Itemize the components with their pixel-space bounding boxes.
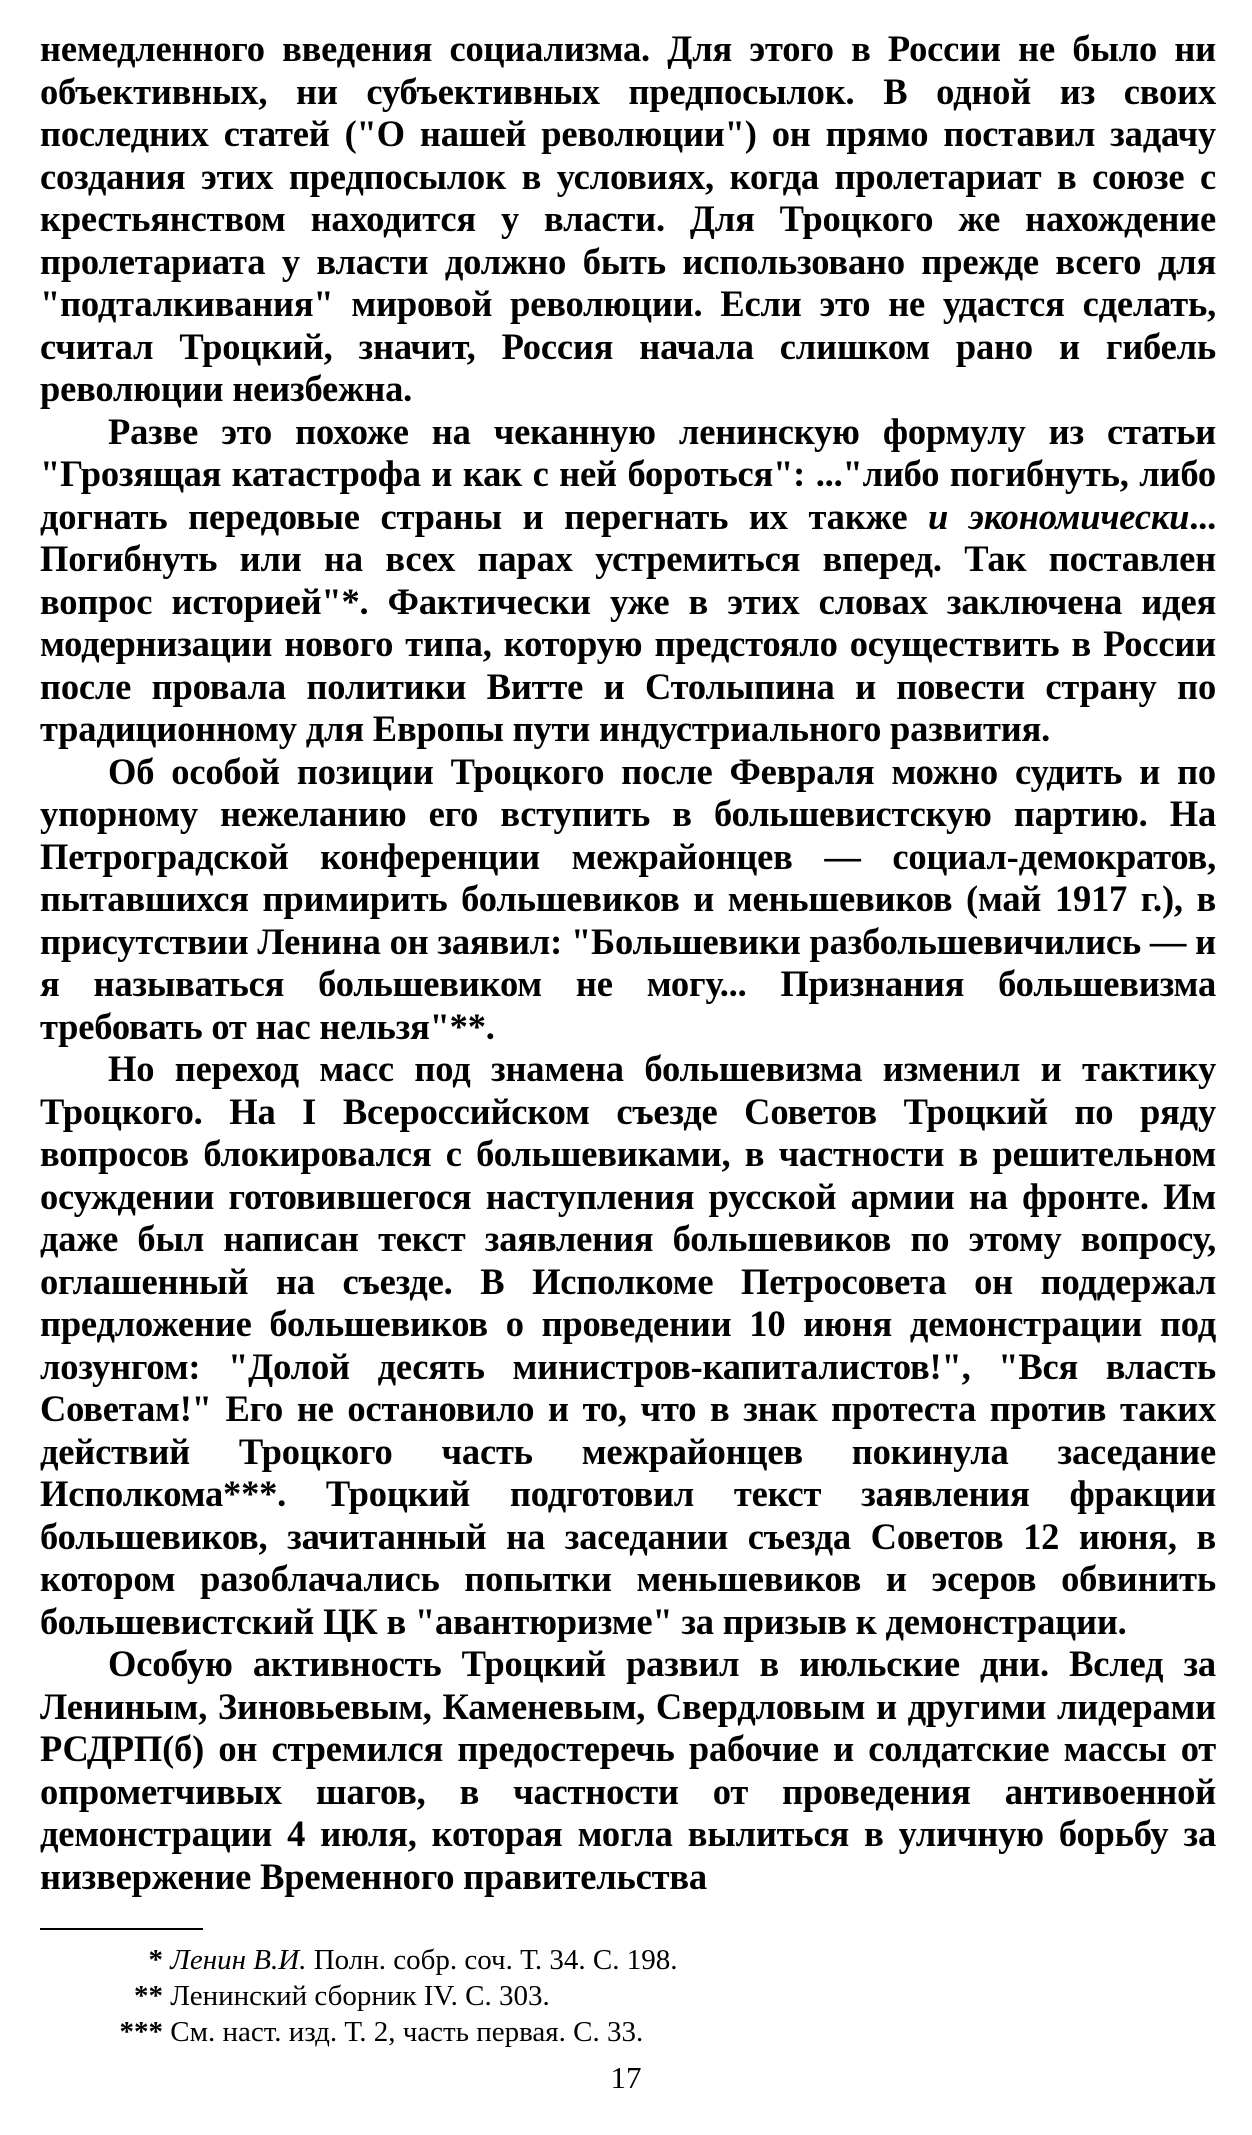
paragraph-4: Но переход масс под знамена большевизма изменил и тактику Троцкого. На I Всероссийском съезде Советов Троцкий по ряду вопросов блокировался с большевиками, в частности в решительном осуждении готовившегося наступления русской армии на фронте. Им даже был написан текст заявления большевиков по этому вопросу, оглашенный на съезде. В Исполкоме Петросовета он поддержал предложение большевиков о проведении 10 июня демонстрации под лозунгом: "Долой десять министров-капиталистов!", "Вся власть Советам!" Его не остановило и то, что в знак протеста против таких действий Троцкого часть межрайонцев покинула заседание Исполкома***. Троцкий подготовил текст заявления фракции большевиков, зачитанный на заседании съезда Советов 12 июня, в котором разоблачались попытки меньшевиков и эсеров обвинить большевистский ЦК в "авантюризме" за призыв к демонстрации. (40, 1048, 1216, 1642)
footnote-3 (100, 2014, 1200, 2050)
paragraph-1: немедленного введения социализма. Для этого в России не было ни объективных, ни субъективных предпосылок. В одной из своих последних статей ("О нашей революции") он прямо поставил задачу создания этих предпосылок в условиях, когда пролетариат в союзе с крестьянством находится у власти. Для Троцкого же нахождение пролетариата у власти должно быть использовано прежде всего для "подталкивания" мировой революции. Если это не удастся сделать, считал Троцкий, значит, Россия начала слишком рано и гибель революции неизбежна. (40, 28, 1216, 409)
paragraph-2-text-b: ... Погибнуть или на всех парах устремиться вперед. Так поставлен вопрос историей"*. Фактически уже в этих словах заключена идея модернизации нового типа, которую предстояло осуществить в России после провала политики Витте и Столыпина и повести страну по традиционному для Европы пути индустриального развития. (40, 495, 1216, 749)
footnote-divider (40, 1928, 203, 1930)
footnote-1-text: Полн. собр. соч. Т. 34. С. 198. (306, 1944, 678, 1976)
page-number: 17 (610, 2060, 642, 2095)
page (40, 28, 1216, 1898)
footnotes (100, 1942, 1200, 2050)
footnote-2 (100, 1978, 1200, 2014)
footnote-1-mark: * (148, 1944, 163, 1976)
paragraph-2-text-a: Разве это похоже на чеканную ленинскую формулу из статьи "Грозящая катастрофа и как с ней бороться": ..."либо погибнуть, либо догнать передовые страны и перегнать их также (40, 410, 1216, 537)
footnote-1-author: Ленин В.И. (170, 1944, 307, 1976)
footnote-1 (100, 1942, 1200, 1978)
footnote-3-text: См. наст. изд. Т. 2, часть первая. С. 33. (170, 2016, 644, 2048)
footnote-2-mark: ** (134, 1980, 163, 2012)
paragraph-3: Об особой позиции Троцкого после Февраля можно судить и по упорному нежеланию его вступить в большевистскую партию. На Петроградской конференции межрайонцев — социал-демократов, пытавшихся примирить большевиков и меньшевиков (май 1917 г.), в присутствии Ленина он заявил: "Большевики разбольшевичились — и я называться большевиком не могу... Признания большевизма требовать от нас нельзя"**. (40, 750, 1216, 1047)
body-text (40, 28, 1216, 1898)
footnote-2-text: Ленинский сборник IV. С. 303. (170, 1980, 550, 2012)
paragraph-5: Особую активность Троцкий развил в июльские дни. Вслед за Лениным, Зиновьевым, Каменевым, Свердловым и другими лидерами РСДРП(б) он стремился предостеречь рабочие и солдатские массы от опрометчивых шагов, в частности от проведения антивоенной демонстрации 4 июля, которая могла вылиться в уличную борьбу за низвержение Временного правительства (40, 1643, 1216, 1897)
paragraph-2 (40, 411, 1216, 751)
paragraph-2-emphasis: и экономически (928, 495, 1190, 537)
footnote-3-mark: *** (119, 2016, 163, 2048)
